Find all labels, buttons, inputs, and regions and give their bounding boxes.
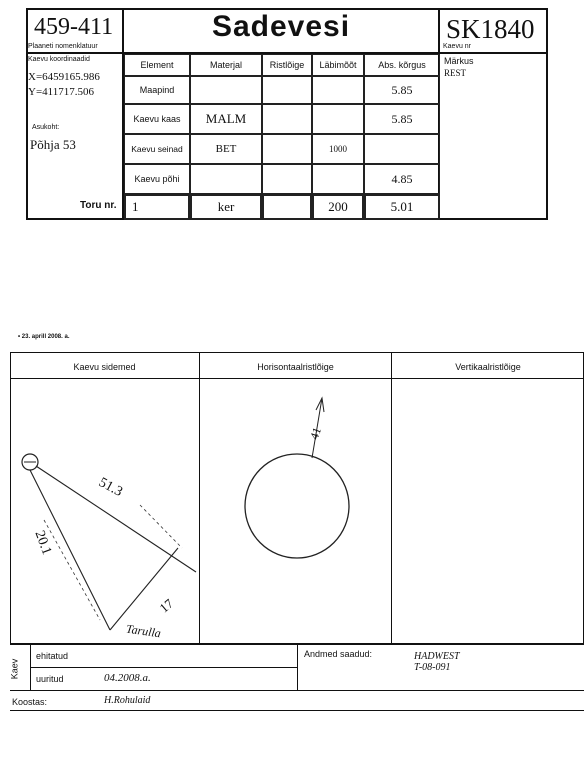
row-kaas-element: Kaevu kaas [124,104,190,134]
th-element: Element [124,54,190,76]
map-code: 459-411 [34,14,114,40]
th-cross: Ristlõige [262,54,312,76]
row-seinad-material: BET [190,134,262,164]
pipe-label: Toru nr. [80,200,117,211]
tie-line-right [110,548,178,630]
row-maapind-element: Maapind [124,76,190,104]
row-seinad-element: Kaevu seinad [124,134,190,164]
well-id: SK1840 [446,14,535,44]
data-from-ref: T-08-091 [414,662,451,673]
surveyed-label: uuritud [36,674,64,684]
th-diameter: Läbimõõt [312,54,364,76]
row-pohi-element: Kaevu põhi [124,164,190,194]
coord-x: X=6459165.986 [28,71,100,83]
date-note-text: 23. aprill 2008. a. [21,334,70,340]
surveyed-value: 04.2008.a. [104,672,151,684]
address: Põhja 53 [30,137,76,152]
th-material: Materjal [190,54,262,76]
horizontal-section-circle [245,454,349,558]
dim-top: 51.3 [96,475,125,500]
author-label: Koostas: [12,697,48,707]
remarks-value: REST [444,68,467,78]
data-from-label: Andmed saadud: [304,649,373,659]
dash-line-2 [44,520,100,620]
well-id-label: Kaevu nr [443,43,472,50]
col-horisontaal: Horisontaalristlõige [257,362,334,372]
dim-left: 20.1 [31,528,54,557]
author-value: H.Rohulaid [104,695,151,706]
col-kaevu-sidemed: Kaevu sidemed [73,362,136,372]
date-note: • 23. aprill 2008. a. [18,334,70,340]
row-pohi-height: 4.85 [364,164,440,194]
dash-line-1 [140,505,182,548]
address-label: Asukoht: [32,124,60,131]
remarks-label: Märkus [444,56,474,66]
map-code-label: Plaaneti nomenklatuur [28,43,98,50]
pipe-number: 1 [124,194,190,220]
built-label: ehitatud [36,651,69,661]
coords-label: Kaevu koordinaadid [28,56,90,63]
col-vertikaal: Vertikaalristlõige [455,362,521,372]
street-note: Tarulla [125,621,162,641]
footer-vline-mid [297,644,298,690]
coord-y: Y=411717.506 [28,86,94,98]
pipe-material: ker [190,194,262,220]
row-seinad-diameter: 1000 [312,134,364,164]
north-mark: 41 [306,425,325,442]
footer-mid-line [30,667,297,668]
pipe-diameter: 200 [312,194,364,220]
footer-author-line [10,710,584,711]
pipe-height: 5.01 [364,194,440,220]
data-from-value: HADWEST [414,651,460,662]
dim-right: 17 [156,595,176,616]
row-kaas-material: MALM [190,104,262,134]
row-maapind-height: 5.85 [364,76,440,104]
th-height: Abs. kõrgus [364,54,440,76]
page-title: Sadevesi [211,10,351,43]
side-label-kaev: Kaev [9,658,20,680]
footer-bottom-line [10,690,584,691]
row-kaas-height: 5.85 [364,104,440,134]
